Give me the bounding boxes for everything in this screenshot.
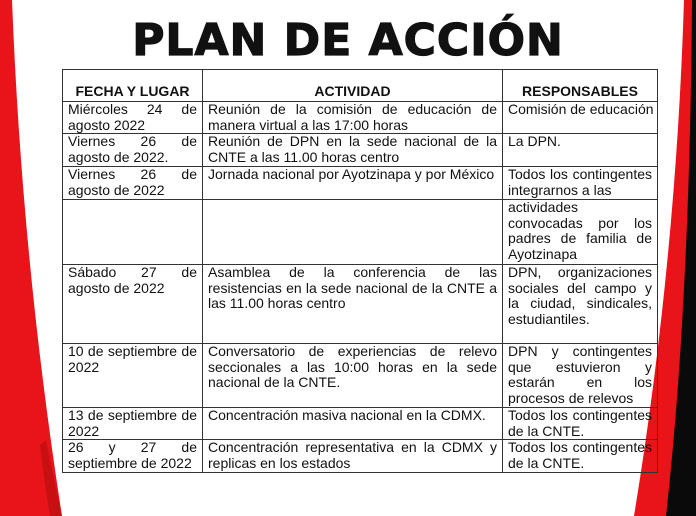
table-row	[63, 343, 658, 407]
table-row	[63, 264, 658, 343]
cell-responsables: Todos los contingentes de la CNTE.	[503, 407, 658, 439]
table-row	[63, 407, 658, 439]
table-row	[63, 440, 658, 472]
cell-fecha: 10 de septiembre de 2022	[63, 343, 203, 407]
cell-fecha: Viernes 26 de agosto de 2022.	[63, 134, 203, 167]
table-row	[63, 134, 658, 167]
table-header-row	[63, 70, 658, 102]
cell-actividad: Reunión de DPN en la sede nacional de la CNTE a las 11.00 horas centro	[203, 134, 503, 167]
table-row	[63, 102, 658, 134]
cell-fecha: Miércoles 24 de agosto 2022	[63, 102, 203, 134]
cell-actividad: Concentración masiva nacional en la CDMX.	[203, 407, 503, 439]
cell-actividad: Asamblea de la conferencia de las resistencias en la sede nacional de la CNTE a las 11.00 horas centro	[203, 264, 503, 343]
cell-actividad: Concentración representativa en la CDMX y replicas en los estados	[203, 440, 503, 472]
cell-responsables: actividades convocadas por los padres de familia de Ayotzinapa	[503, 199, 658, 264]
header-responsables: RESPONSABLES	[503, 70, 658, 102]
cell-actividad: Reunión de la comisión de educación de manera virtual a las 17:00 horas	[203, 102, 503, 134]
cell-fecha: 26 y 27 de septiembre de 2022	[63, 440, 203, 472]
cell-responsables: Todos los contingentes integrarnos a las	[503, 167, 658, 199]
cell-fecha: Viernes 26 de agosto de 2022	[63, 167, 203, 199]
cell-responsables: La DPN.	[503, 134, 658, 167]
header-actividad: ACTIVIDAD	[203, 70, 503, 102]
table-row	[63, 167, 658, 199]
left-red-border-decoration	[0, 0, 70, 516]
header-fecha-y-lugar: FECHA Y LUGAR	[63, 70, 203, 102]
cell-responsables: Todos los contingentes de la CNTE.	[503, 440, 658, 472]
cell-actividad-empty	[203, 199, 503, 264]
table-row	[63, 199, 658, 264]
cell-fecha: 13 de septiembre de 2022	[63, 407, 203, 439]
cell-actividad: Conversatorio de experiencias de relevo seccionales a las 10:00 horas en la sede nacional de la CNTE.	[203, 343, 503, 407]
cell-actividad: Jornada nacional por Ayotzinapa y por México	[203, 167, 503, 199]
cell-fecha-empty	[63, 199, 203, 264]
left-red-band	[0, 0, 62, 516]
cell-responsables: DPN y contingentes que estuvieron y estarán en los procesos de relevos	[503, 343, 658, 407]
page-title: PLAN DE ACCIÓN	[132, 15, 564, 66]
action-plan-table	[62, 69, 658, 473]
cell-responsables: DPN, organizaciones sociales del campo y la ciudad, sindicales, estudiantiles.	[503, 264, 658, 343]
cell-fecha: Sábado 27 de agosto de 2022	[63, 264, 203, 343]
cell-responsables: Comisión de educación	[503, 102, 658, 134]
